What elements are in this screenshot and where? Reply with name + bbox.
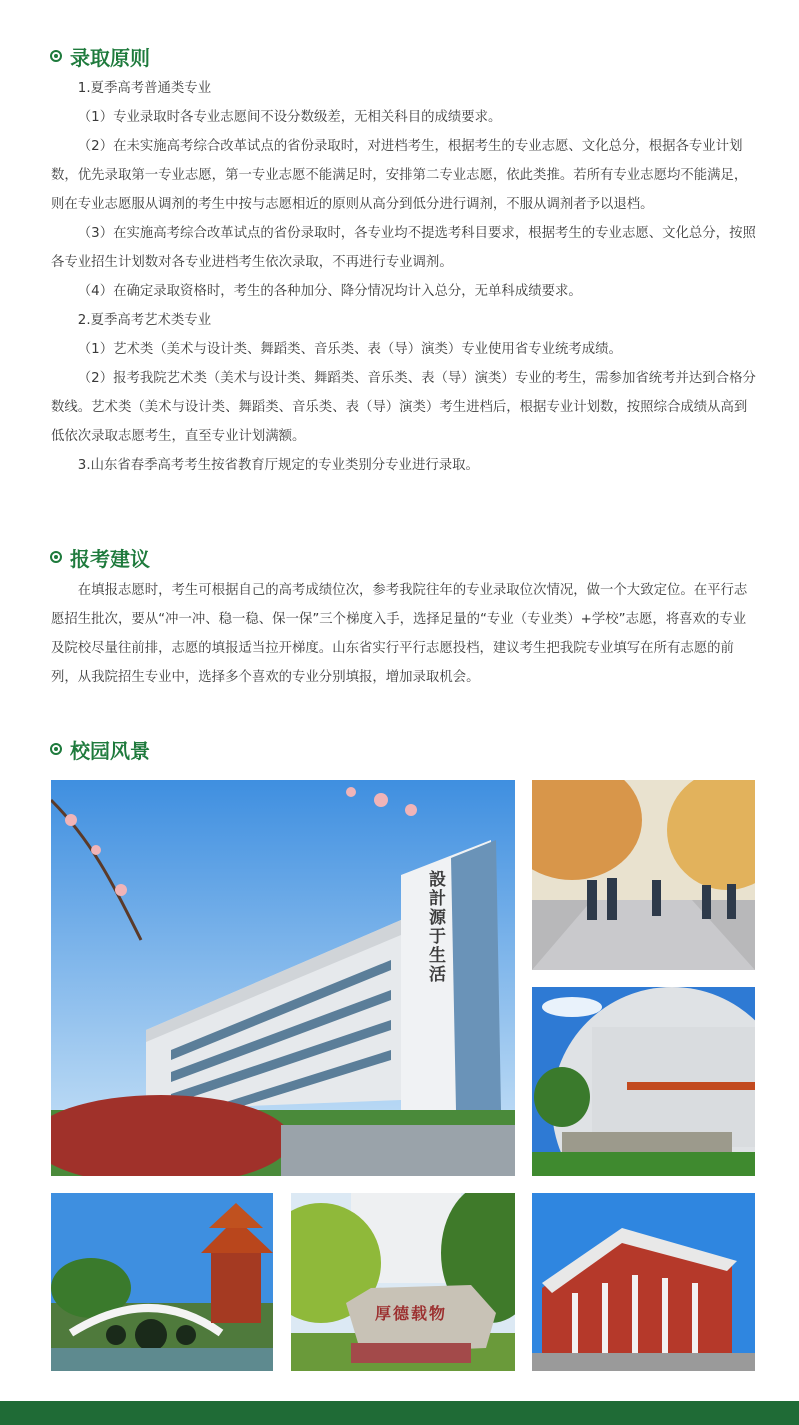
- paragraph: （4）在确定录取资格时，考生的各种加分、降分情况均计入总分，无单科成绩要求。: [77, 284, 582, 299]
- section-heading-admission: [50, 41, 150, 71]
- pavilion-bridge-illustration: [51, 1193, 273, 1371]
- rock-inscription-text: 厚德载物: [375, 1304, 448, 1323]
- campus-photo-inscribed-rock: [291, 1193, 515, 1371]
- tree-path-illustration: [532, 780, 755, 970]
- paragraph: （1）艺术类（美术与设计类、舞蹈类、音乐类、表（导）演类）专业使用省专业统考成绩。: [77, 342, 622, 357]
- section-heading-campus: [50, 734, 150, 764]
- paragraph: 3.山东省春季高考考生按省教育厅规定的专业类别分专业进行录取。: [77, 458, 479, 473]
- paragraph: （2）报考我院艺术类（美术与设计类、舞蹈类、音乐类、表（导）演类）专业的考生，需参加省统考并达到合格分数线。艺术类（美术与设计类、舞蹈类、音乐类、表（导）演类）考生进档后，根据专业计划数，按照综合成绩从高到低依次录取志愿考生，直至专业计划满额。: [51, 371, 756, 444]
- section-title: 录取原则: [70, 45, 150, 70]
- admission-body: [51, 74, 756, 480]
- circle-bullet-icon: [50, 50, 62, 62]
- inscribed-rock-illustration: [291, 1193, 515, 1371]
- building-sign-text: 設計源于生活: [425, 870, 445, 984]
- section-title: 报考建议: [70, 546, 150, 571]
- round-hall-illustration: [532, 987, 755, 1176]
- paragraph: 2.夏季高考艺术类专业: [77, 313, 212, 328]
- campus-photo-red-building: [532, 1193, 755, 1371]
- paragraph: 在填报志愿时，考生可根据自己的高考成绩位次，参考我院往年的专业录取位次情况，做一个大致定位。在平行志愿招生批次，要从“冲一冲、稳一稳、保一保”三个梯度入手，选择足量的“专业（专业类）+学校”志愿，将喜欢的专业及院校尽量往前排，志愿的填报适当拉开梯度。山东省实行平行志愿投档，建议考生把我院专业填写在所有志愿的前列，从我院招生专业中，选择多个喜欢的专业分别填报，增加录取机会。: [51, 583, 748, 685]
- section-heading-advice: [50, 542, 150, 572]
- footer-bar: [0, 1401, 799, 1425]
- paragraph: （3）在实施高考综合改革试点的省份录取时，各专业均不提选考科目要求，根据考生的专业志愿、文化总分，按照各专业招生计划数对各专业进档考生依次录取，不再进行专业调剂。: [51, 226, 756, 270]
- circle-bullet-icon: [50, 743, 62, 755]
- paragraph: 1.夏季高考普通类专业: [77, 81, 212, 96]
- campus-photo-pavilion-bridge: [51, 1193, 273, 1371]
- advice-body: [51, 576, 756, 692]
- section-title: 校园风景: [70, 738, 150, 763]
- campus-photo-tree-path: [532, 780, 755, 970]
- red-building-illustration: [532, 1193, 755, 1371]
- campus-photo-round-hall: [532, 987, 755, 1176]
- circle-bullet-icon: [50, 551, 62, 563]
- campus-photo-main-building: [51, 780, 515, 1176]
- paragraph: （1）专业录取时各专业志愿间不设分数级差，无相关科目的成绩要求。: [77, 110, 502, 125]
- paragraph: （2）在未实施高考综合改革试点的省份录取时，对进档考生，根据考生的专业志愿、文化总分，根据各专业计划数，优先录取第一专业志愿，第一专业志愿不能满足时，安排第二专业志愿，依此类推。若所有专业志愿均不能满足，则在专业志愿服从调剂的考生中按与志愿相近的原则从高分到低分进行调剂，不服从调剂者予以退档。: [51, 139, 748, 212]
